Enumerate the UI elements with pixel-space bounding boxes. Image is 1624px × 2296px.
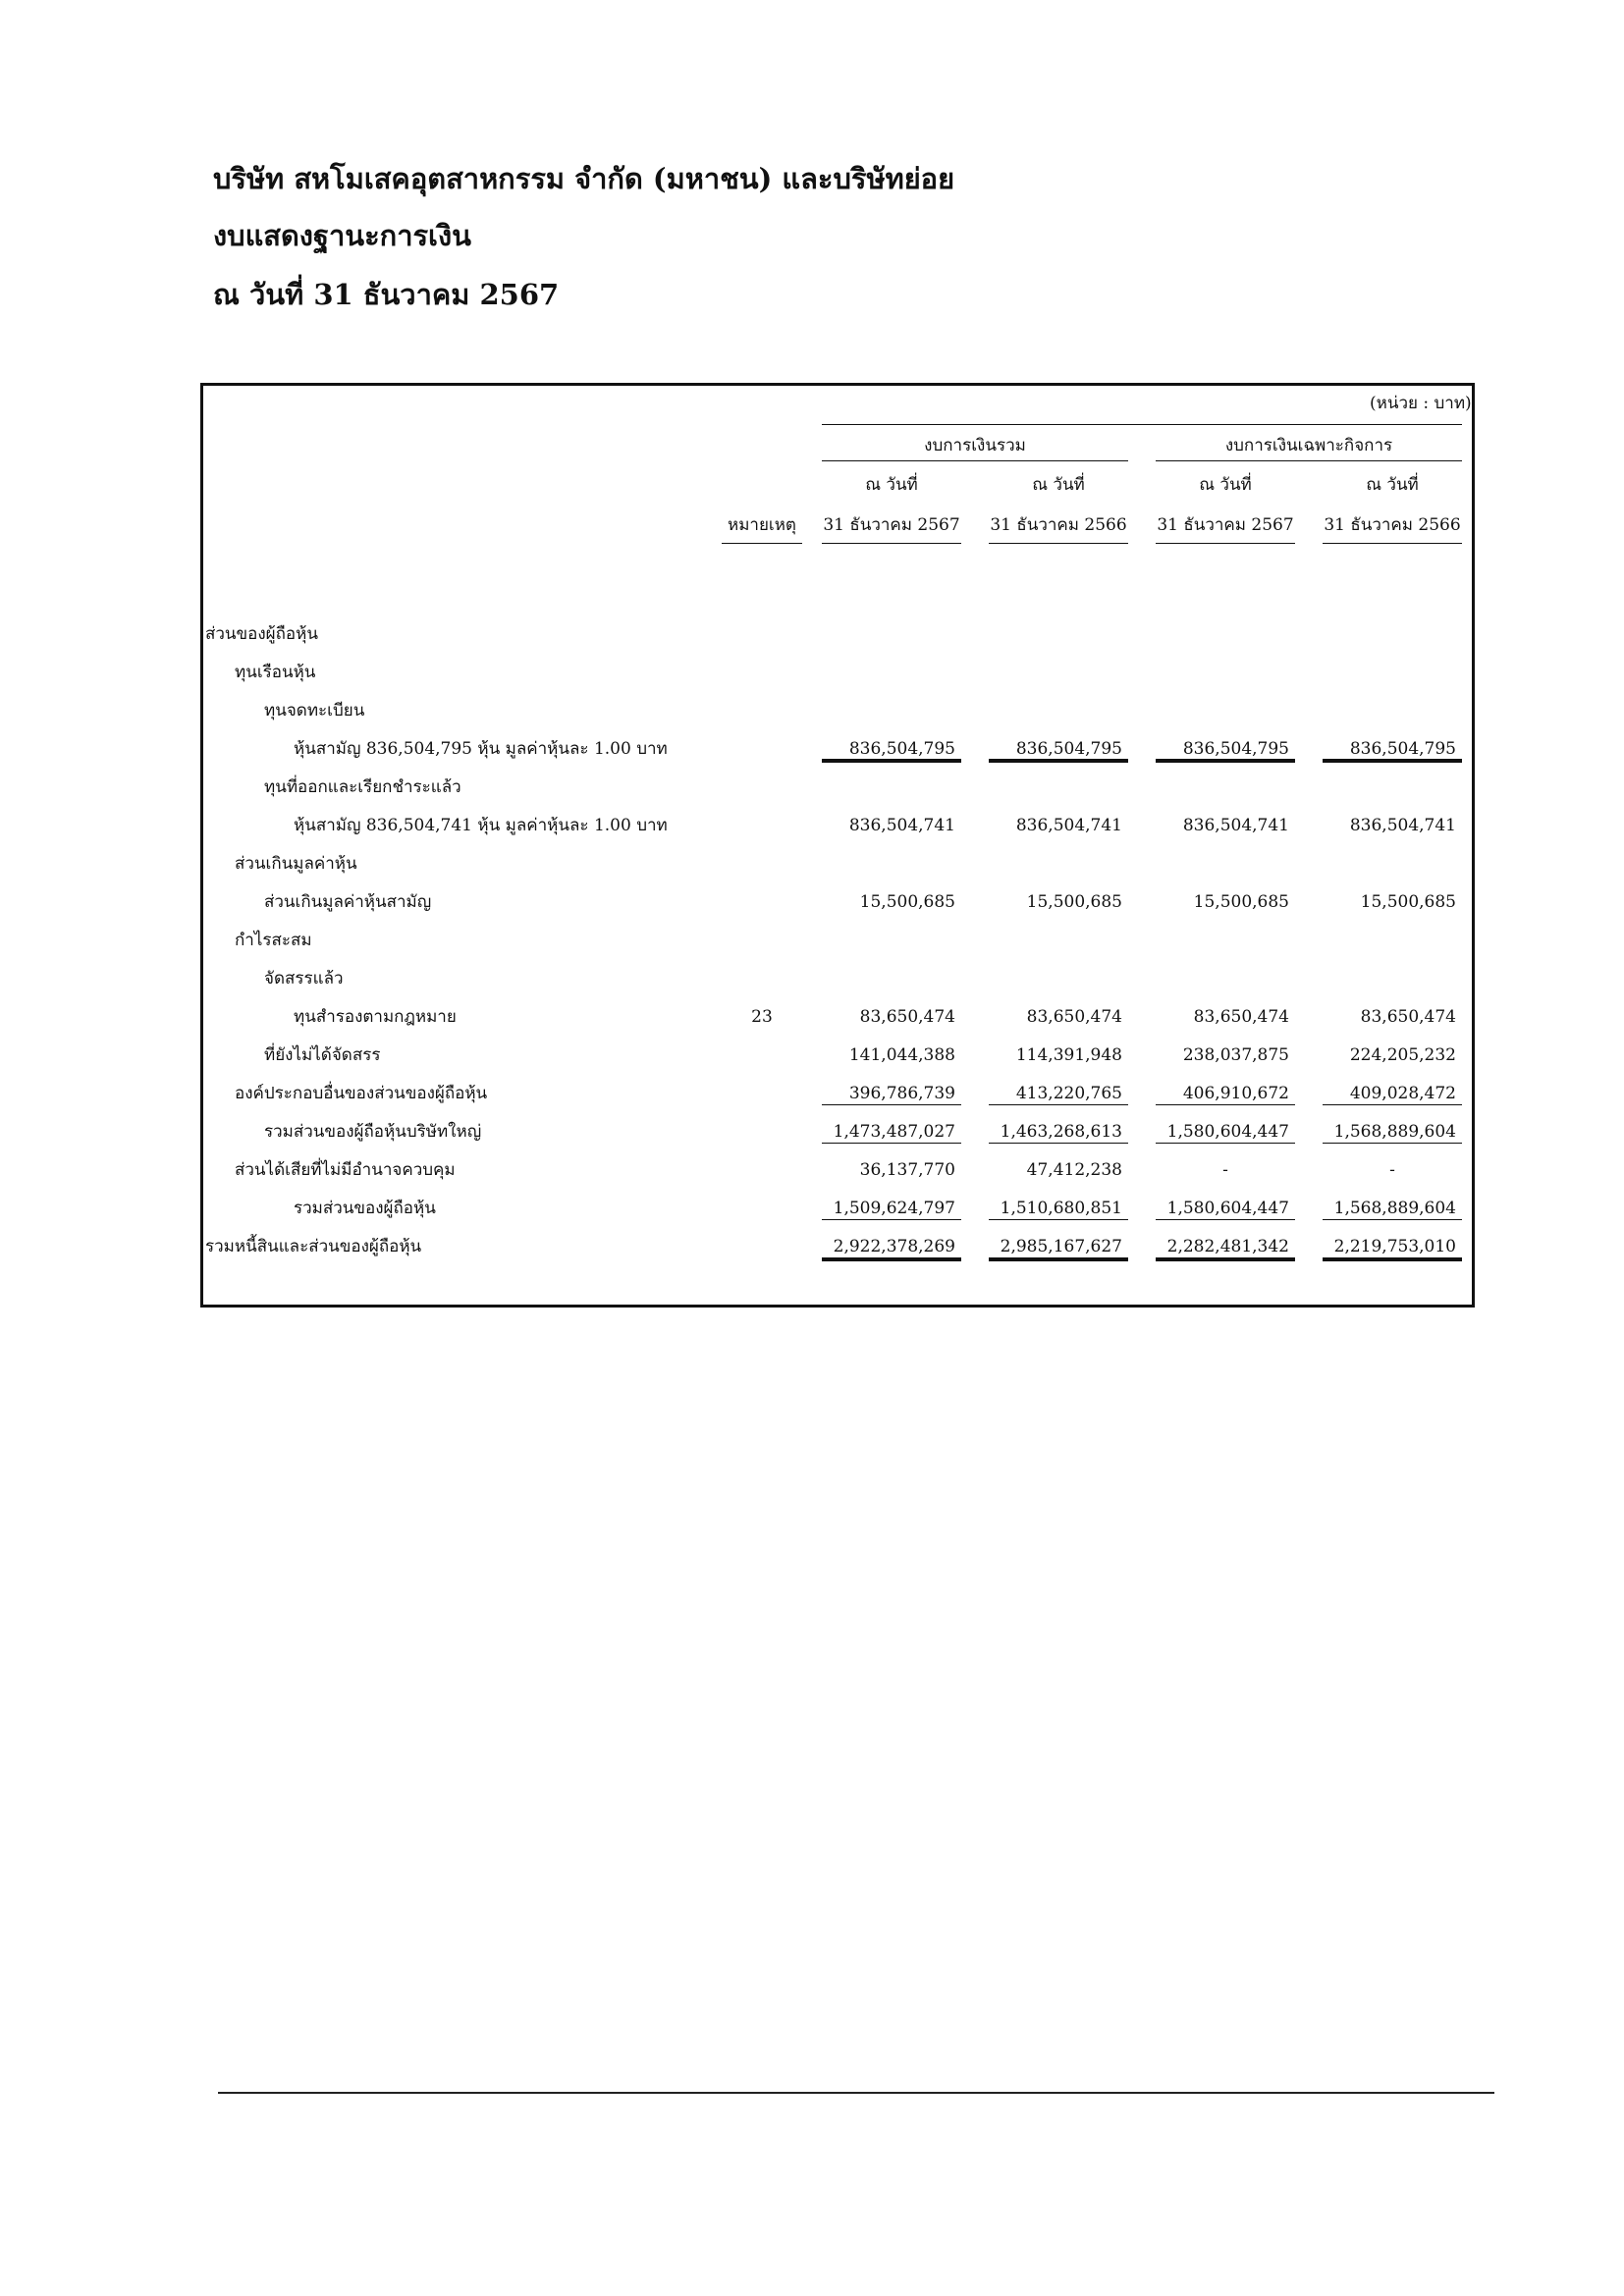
total-rule: [1323, 1257, 1462, 1261]
total-rule: [822, 1257, 961, 1261]
total-rule: [1323, 1219, 1462, 1220]
row-value-col2: 15,500,685: [1026, 892, 1122, 912]
row-value-col1: 836,504,741: [848, 816, 955, 835]
row-label: กำไรสะสม: [235, 931, 312, 950]
row-value-col4: 409,028,472: [1349, 1084, 1456, 1103]
row-label: ทุนสำรองตามกฎหมาย: [294, 1007, 457, 1027]
note-column-header: หมายเหตุ: [728, 515, 796, 535]
row-note: 23: [751, 1007, 773, 1027]
row-value-col2: 836,504,795: [1015, 739, 1122, 759]
row-value-col1: 396,786,739: [848, 1084, 955, 1103]
col1-as-of: ณ วันที่: [865, 475, 918, 495]
row-value-col2: 1,510,680,851: [1000, 1199, 1122, 1218]
row-value-col4: 83,650,474: [1360, 1007, 1456, 1027]
statement-title: งบแสดงฐานะการเงิน: [213, 219, 471, 252]
row-value-col4: 2,219,753,010: [1333, 1237, 1456, 1256]
row-value-col1: 2,922,378,269: [833, 1237, 955, 1256]
row-label: ที่ยังไม่ได้จัดสรร: [264, 1045, 381, 1065]
total-rule: [1156, 1104, 1295, 1105]
row-value-col1: 836,504,795: [848, 739, 955, 759]
total-rule: [989, 1219, 1128, 1220]
group-rule-consolidated: [822, 460, 1128, 461]
group-consolidated: งบการเงินรวม: [924, 436, 1026, 455]
row-label: ทุนที่ออกและเรียกชำระแล้ว: [264, 777, 461, 797]
total-rule: [1156, 1219, 1295, 1220]
col2-header-rule: [989, 543, 1128, 544]
row-value-col1: 1,509,624,797: [833, 1199, 955, 1218]
row-value-col3: 1,580,604,447: [1166, 1122, 1289, 1142]
col4-header-rule: [1323, 543, 1462, 544]
row-value-col1: 36,137,770: [859, 1160, 955, 1180]
col1-header-rule: [822, 543, 961, 544]
total-rule: [989, 1104, 1128, 1105]
row-value-col3: 1,580,604,447: [1166, 1199, 1289, 1218]
row-value-col3: 2,282,481,342: [1166, 1237, 1289, 1256]
row-value-col2: 836,504,741: [1015, 816, 1122, 835]
row-value-col4: 1,568,889,604: [1333, 1199, 1456, 1218]
row-value-col3: 406,910,672: [1182, 1084, 1289, 1103]
row-value-col1: 141,044,388: [848, 1045, 955, 1065]
row-value-col3: -: [1222, 1160, 1228, 1180]
total-rule: [989, 1257, 1128, 1261]
row-label: หุ้นสามัญ 836,504,741 หุ้น มูลค่าหุ้นละ 1.00 บาท: [294, 816, 668, 835]
total-rule: [1323, 1104, 1462, 1105]
col2-as-of: ณ วันที่: [1032, 475, 1085, 495]
row-value-col2: 413,220,765: [1015, 1084, 1122, 1103]
row-label: ทุนเรือนหุ้น: [235, 663, 316, 682]
company-name: บริษัท สหโมเสคอุตสาหกรรม จำกัด (มหาชน) และบริษัทย่อย: [213, 162, 955, 195]
col1-date: 31 ธันวาคม 2567: [823, 515, 960, 535]
row-value-col2: 1,463,268,613: [1000, 1122, 1122, 1142]
row-value-col2: 114,391,948: [1015, 1045, 1122, 1065]
row-value-col4: 836,504,741: [1349, 816, 1456, 835]
group-rule-separate: [1156, 460, 1462, 461]
row-label: รวมส่วนของผู้ถือหุ้นบริษัทใหญ่: [264, 1122, 482, 1142]
col3-header-rule: [1156, 543, 1295, 544]
row-value-col3: 238,037,875: [1182, 1045, 1289, 1065]
total-rule: [822, 1104, 961, 1105]
row-value-col3: 836,504,741: [1182, 816, 1289, 835]
row-value-col4: 836,504,795: [1349, 739, 1456, 759]
row-value-col1: 1,473,487,027: [833, 1122, 955, 1142]
row-value-col3: 836,504,795: [1182, 739, 1289, 759]
total-rule: [822, 759, 961, 763]
row-value-col2: 2,985,167,627: [1000, 1237, 1122, 1256]
unit-label: (หน่วย : บาท): [1370, 394, 1472, 413]
col2-date: 31 ธันวาคม 2566: [990, 515, 1127, 535]
row-label: ส่วนได้เสียที่ไม่มีอำนาจควบคุม: [235, 1160, 456, 1180]
header-rule: [822, 424, 1462, 425]
total-rule: [822, 1143, 961, 1144]
row-label: รวมส่วนของผู้ถือหุ้น: [294, 1199, 436, 1218]
total-rule: [989, 1143, 1128, 1144]
row-value-col1: 83,650,474: [859, 1007, 955, 1027]
col4-date: 31 ธันวาคม 2566: [1324, 515, 1461, 535]
total-rule: [1323, 1143, 1462, 1144]
footer-rule: [218, 2092, 1494, 2094]
row-value-col3: 15,500,685: [1193, 892, 1289, 912]
total-rule: [822, 1219, 961, 1220]
row-label: รวมหนี้สินและส่วนของผู้ถือหุ้น: [205, 1237, 422, 1256]
total-rule: [1156, 759, 1295, 763]
row-label: จัดสรรแล้ว: [264, 969, 344, 988]
col3-as-of: ณ วันที่: [1199, 475, 1252, 495]
financial-table: [200, 383, 1475, 1308]
row-label: หุ้นสามัญ 836,504,795 หุ้น มูลค่าหุ้นละ 1.00 บาท: [294, 739, 668, 759]
row-value-col4: 1,568,889,604: [1333, 1122, 1456, 1142]
total-rule: [1156, 1143, 1295, 1144]
row-value-col4: 224,205,232: [1349, 1045, 1456, 1065]
row-label: ส่วนของผู้ถือหุ้น: [205, 624, 318, 644]
row-label: ส่วนเกินมูลค่าหุ้นสามัญ: [264, 892, 432, 912]
row-label: ส่วนเกินมูลค่าหุ้น: [235, 854, 357, 874]
statement-date: ณ วันที่ 31 ธันวาคม 2567: [213, 278, 560, 311]
row-value-col2: 47,412,238: [1026, 1160, 1122, 1180]
row-value-col4: -: [1389, 1160, 1395, 1180]
row-value-col2: 83,650,474: [1026, 1007, 1122, 1027]
note-header-rule: [722, 543, 802, 544]
col4-as-of: ณ วันที่: [1366, 475, 1419, 495]
row-value-col3: 83,650,474: [1193, 1007, 1289, 1027]
row-value-col4: 15,500,685: [1360, 892, 1456, 912]
row-label: องค์ประกอบอื่นของส่วนของผู้ถือหุ้น: [235, 1084, 488, 1103]
row-label: ทุนจดทะเบียน: [264, 701, 365, 721]
col3-date: 31 ธันวาคม 2567: [1157, 515, 1294, 535]
group-separate: งบการเงินเฉพาะกิจการ: [1224, 436, 1393, 455]
total-rule: [1156, 1257, 1295, 1261]
row-value-col1: 15,500,685: [859, 892, 955, 912]
total-rule: [1323, 759, 1462, 763]
total-rule: [989, 759, 1128, 763]
